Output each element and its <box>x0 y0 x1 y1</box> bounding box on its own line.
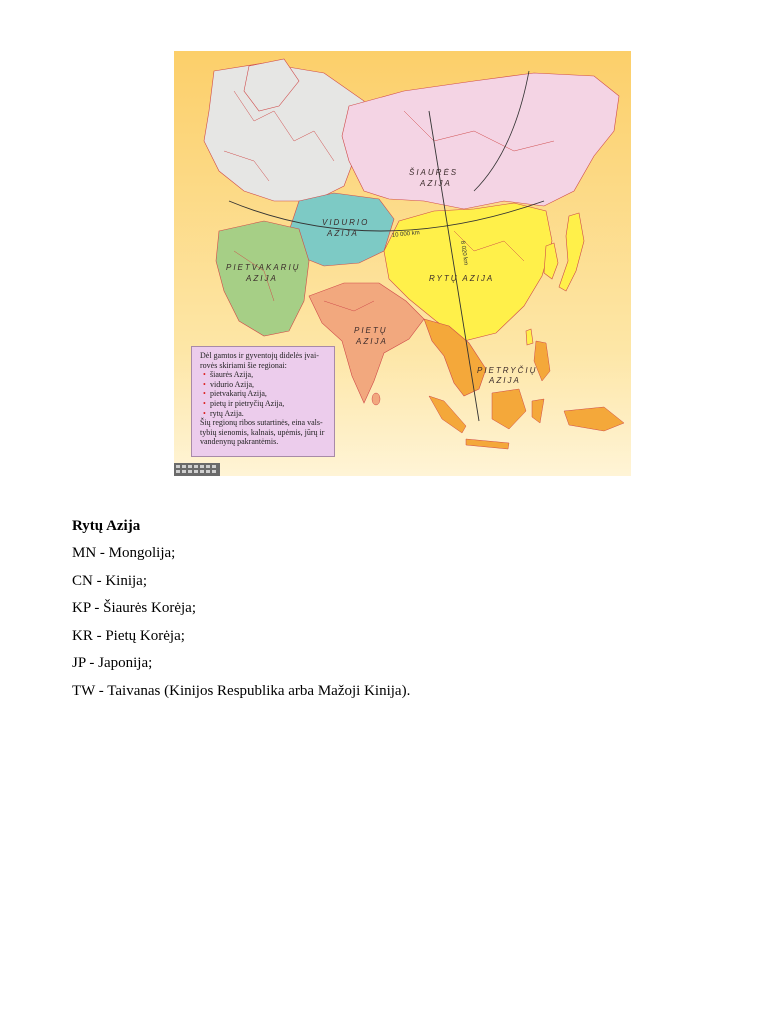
legend-item: • rytų Azija. <box>210 409 330 419</box>
legend-list <box>200 370 330 418</box>
label-vidurio-azija-1: VIDURIO <box>322 218 370 227</box>
label-pietu-azija-2: AZIJA <box>356 337 388 346</box>
legend-tail-text: Šių regionų ribos sutartinės, eina vals-tybių sienomis, kalnais, upėmis, jūrų ir vandenynų pakrantėmis. <box>200 418 325 447</box>
label-siaures-azija-1: ŠIAURĖS <box>409 168 459 177</box>
label-vidurio-azija-2: AZIJA <box>327 229 359 238</box>
distance-label-north-south: 8 020 km <box>459 240 469 266</box>
document-text-block <box>72 516 410 708</box>
region-sri-lanka <box>372 393 380 405</box>
legend-item: • pietvakarių Azija, <box>210 389 330 399</box>
country-line: TW - Taivanas (Kinijos Respublika arba Mažoji Kinija). <box>72 682 411 699</box>
legend-item: • vidurio Azija, <box>210 380 330 390</box>
label-pietryciu-azija-1: PIETRYČIŲ <box>477 366 538 375</box>
legend-item: • šiaurės Azija, <box>210 370 330 380</box>
map-legend-box <box>191 346 335 457</box>
corner-building-icon <box>174 461 220 476</box>
section-heading: Rytų Azija <box>72 518 141 534</box>
label-pietvakariu-azija-2: AZIJA <box>246 274 278 283</box>
country-line: KR - Pietų Korėja; <box>72 627 185 644</box>
label-pietu-azija-1: PIETŲ <box>354 326 388 335</box>
legend-item: • pietų ir pietryčių Azija, <box>210 399 330 409</box>
label-pietryciu-azija-2: AZIJA <box>489 376 521 385</box>
label-pietvakariu-azija-1: PIETVAKARIŲ <box>226 263 301 272</box>
country-line: JP - Japonija; <box>72 655 153 671</box>
label-rytu-azija: RYTŲ AZIJA <box>429 274 495 283</box>
label-siaures-azija-2: AZIJA <box>420 179 452 188</box>
country-line: CN - Kinija; <box>72 572 147 589</box>
country-line: MN - Mongolija; <box>72 545 176 561</box>
country-line: KP - Šiaurės Korėja; <box>72 600 196 616</box>
distance-label-west-east: 10 000 km <box>391 230 421 239</box>
legend-lead-text: Dėl gamtos ir gyventojų didelės įvai-rovės skiriami šie regionai: <box>200 351 319 370</box>
